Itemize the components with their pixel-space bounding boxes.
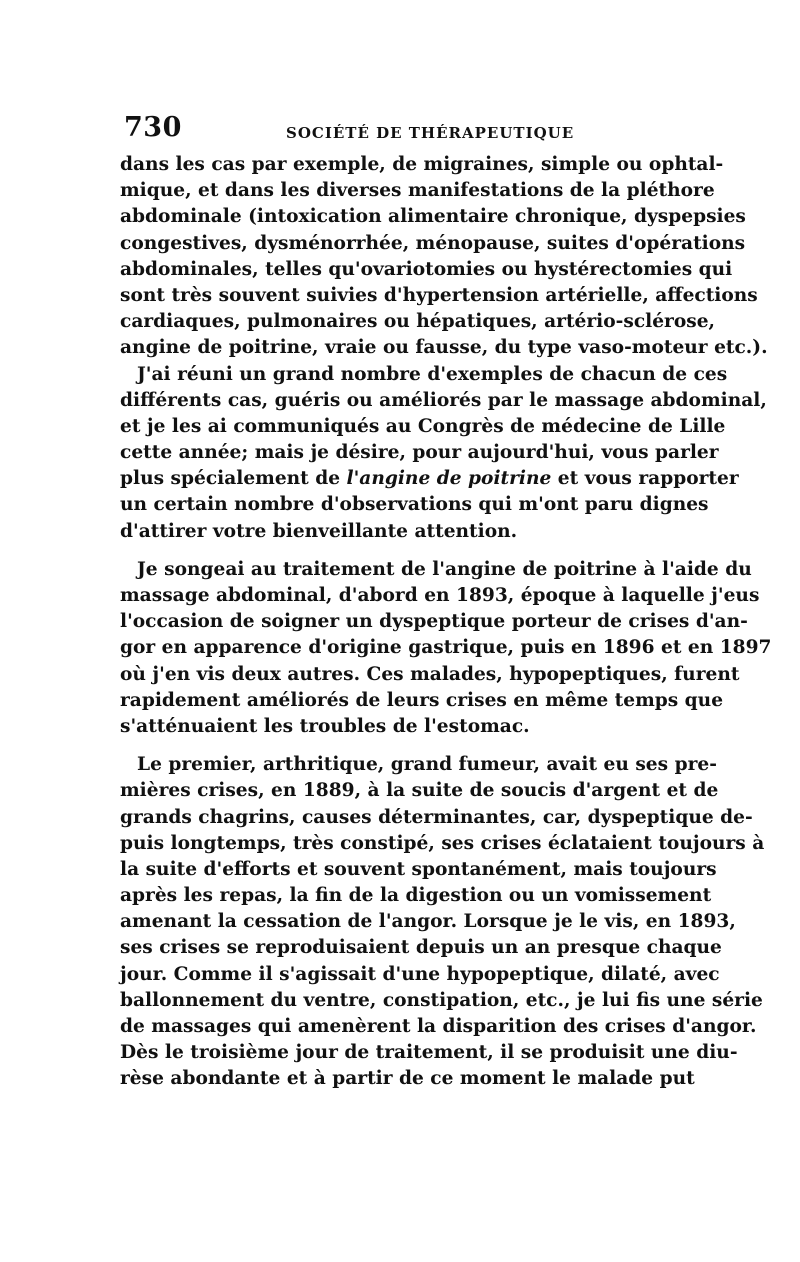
text-line: d'attirer votre bienveillante attention. (120, 520, 518, 542)
text-line: abdominale (intoxication alimentaire chronique, dyspepsies (120, 206, 746, 228)
text-line: rèse abondante et à partir de ce moment le malade put (120, 1068, 695, 1090)
page-number: 730 (124, 112, 182, 143)
text-line-with-italic (120, 466, 739, 492)
text-line: ses crises se reproduisaient depuis un an presque chaque (120, 937, 722, 959)
paragraph-gap (120, 740, 680, 752)
text-line: J'ai réuni un grand nombre d'exemples de chacun de ces (137, 363, 728, 385)
text-line: mières crises, en 1889, à la suite de soucis d'argent et de (120, 780, 719, 802)
text-line: Dès le troisième jour de traitement, il se produisit une diu- (120, 1042, 738, 1064)
text-line: l'occasion de soigner un dyspeptique porteur de crises d'an- (120, 611, 748, 633)
text-line: puis longtemps, très constipé, ses crises éclataient toujours à (120, 832, 765, 854)
paragraph-3 (120, 557, 772, 740)
paragraph-1 (120, 152, 768, 362)
text-line: après les repas, la fin de la digestion ou un vomissement (120, 885, 712, 907)
text-line: différents cas, guéris ou améliorés par le massage abdominal, (120, 389, 767, 411)
text-line: congestives, dysménorrhée, ménopause, suites d'opérations (120, 232, 746, 254)
text-line: gor en apparence d'origine gastrique, puis en 1896 et en 1897 (120, 637, 772, 659)
text-segment: et vous rapporter (551, 468, 739, 490)
text-line: Le premier, arthritique, grand fumeur, avait eu ses pre- (137, 754, 717, 776)
text-line: sont très souvent suivies d'hypertension artérielle, affections (120, 284, 758, 306)
text-line: jour. Comme il s'agissait d'une hypopeptique, dilaté, avec (120, 963, 720, 985)
body-text (120, 152, 772, 1093)
text-line: dans les cas par exemple, de migraines, simple ou ophtal- (120, 154, 724, 175)
text-line: et je les ai communiqués au Congrès de médecine de Lille (120, 415, 726, 437)
paragraph-gap (120, 545, 680, 557)
text-line: massage abdominal, d'abord en 1893, époque à laquelle j'eus (120, 585, 760, 606)
text-line: où j'en vis deux autres. Ces malades, hypopeptiques, furent (120, 663, 740, 685)
text-line: abdominales, telles qu'ovariotomies ou hystérectomies qui (120, 258, 733, 280)
text-line: mique, et dans les diverses manifestations de la pléthore (120, 180, 715, 202)
text-line: cette année; mais je désire, pour aujourd'hui, vous parler (120, 442, 719, 464)
text-line: amenant la cessation de l'angor. Lorsque je le vis, en 1893, (120, 911, 736, 933)
text-line: angine de poitrine, vraie ou fausse, du type vaso-moteur etc.). (120, 337, 768, 359)
text-line: s'atténuaient les troubles de l'estomac. (120, 715, 530, 737)
text-line: la suite d'efforts et souvent spontanément, mais toujours (120, 858, 717, 880)
italic-phrase: l'angine de poitrine (346, 468, 552, 490)
running-title: SOCIÉTÉ DE THÉRAPEUTIQUE (286, 124, 575, 142)
text-line: rapidement améliorés de leurs crises en même temps que (120, 689, 724, 711)
text-line: ballonnement du ventre, constipation, etc., je lui fis une série (120, 989, 763, 1011)
text-line: un certain nombre d'observations qui m'ont paru dignes (120, 494, 709, 516)
text-line: cardiaques, pulmonaires ou hépatiques, artério-sclérose, (120, 311, 715, 333)
text-line: Je songeai au traitement de l'angine de poitrine à l'aide du (137, 558, 752, 580)
paragraph-4 (120, 752, 765, 1092)
text-line: grands chagrins, causes déterminantes, car, dyspeptique de- (120, 806, 753, 828)
text-segment: plus spécialement de (120, 468, 347, 490)
text-line: de massages qui amenèrent la disparition des crises d'angor. (120, 1016, 757, 1037)
page-header (124, 108, 680, 148)
paragraph-2 (120, 362, 767, 545)
